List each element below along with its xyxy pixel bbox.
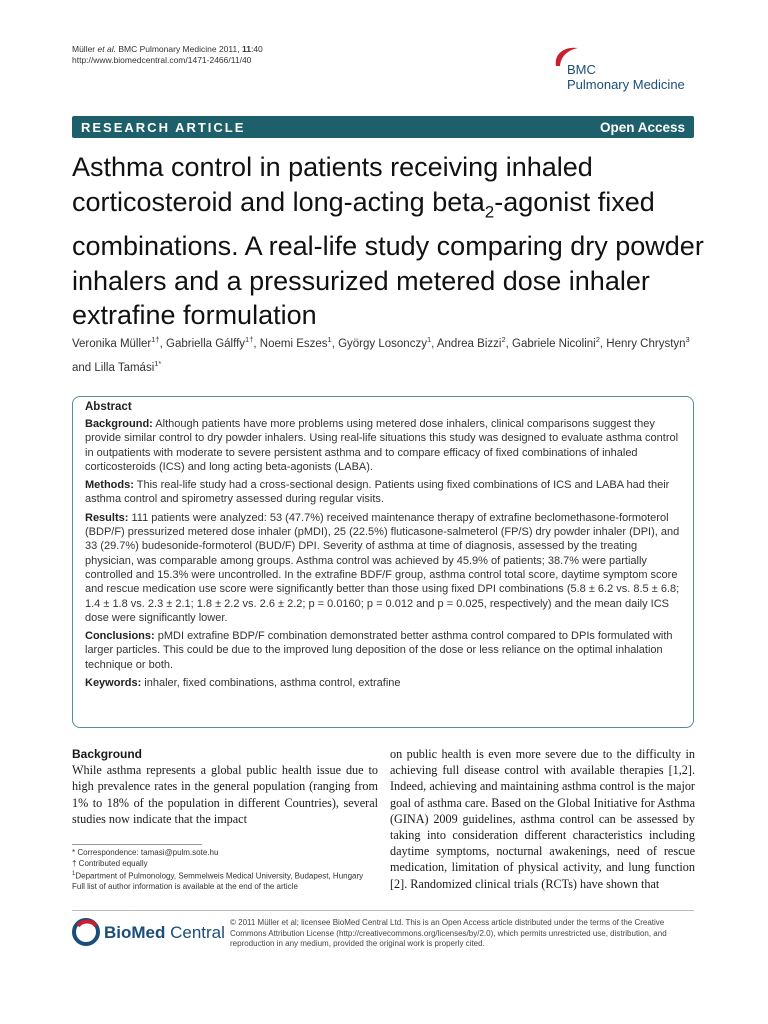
- author[interactable]: , Henry Chrystyn: [599, 337, 686, 350]
- footer-divider: [72, 910, 694, 911]
- article-type-banner: [72, 116, 694, 138]
- author[interactable]: Veronika Müller: [72, 337, 152, 350]
- abstract-background-text: Although patients have more problems using metered dose inhalers, clinical comparisons suggest they provide similar control to dry powder inhalers. Using real-life situations this study was designed to evaluate asthma control in outpatients with moderate to severe persistent asthma and to compare efficacy of fixed combinations of inhaled corticosteroids (ICS) and long acting beta-agonists (LABA).: [85, 418, 679, 473]
- wordmark-rest: Central: [165, 923, 225, 942]
- author-affil: 1†: [245, 335, 254, 344]
- author[interactable]: , Gabriella Gálffy: [159, 337, 246, 350]
- wordmark-bold: BioMed: [104, 923, 166, 942]
- citation-volume: 11: [241, 44, 251, 54]
- body-paragraph-left: While asthma represents a global public health issue due to high prevalence rates in the general population (ranging from 1% to 18% of the population in different Countries), several studies now indicate that the impact: [72, 763, 378, 826]
- abstract-heading: Abstract: [85, 401, 132, 413]
- open-access-label: Open Access: [599, 119, 685, 135]
- citation-url[interactable]: http://www.biomedcentral.com/1471-2466/11/40: [72, 55, 252, 65]
- author-affil: 1: [426, 335, 432, 344]
- affiliation-note: [72, 869, 378, 882]
- footnotes: [72, 844, 378, 893]
- abstract-conclusions: [85, 629, 683, 672]
- author[interactable]: , Noemi Eszes: [253, 337, 328, 350]
- author-affil: 1: [327, 335, 332, 344]
- correspondence-note[interactable]: * Correspondence: tamasi@pulm.sote.hu: [72, 848, 219, 857]
- author[interactable]: , Andrea Bizzi: [431, 337, 502, 350]
- more-info-note: Full list of author information is available at the end of the article: [72, 882, 298, 892]
- body-column-left: [72, 746, 378, 827]
- biomed-central-icon: [72, 918, 100, 946]
- author-list: [72, 330, 702, 378]
- body-paragraph-right: on public health is even more severe due to the difficulty in achieving full disease control with available therapies [1,2]. Indeed, achieving and maintaining asthma control is the major goal of asthma care. Based on the Global Initiative for Asthma (GINA) 2009 guidelines, asthma control can be assessed by taking into consideration different characteristics including daytime symptoms, nocturnal awakenings, need of rescue medication, limitation of physical activity, and lung function [2]. Randomized clinical trials (RCTs) have shown that: [390, 747, 695, 891]
- author[interactable]: and Lilla Tamási: [72, 361, 155, 374]
- journal-logo-line1: BMC: [567, 62, 596, 77]
- journal-logo-line2: Pulmonary Medicine: [567, 77, 685, 92]
- abstract-keywords: [85, 676, 683, 690]
- citation-pages: :40: [250, 44, 263, 54]
- abstract-conclusions-label: Conclusions:: [85, 630, 155, 643]
- license-text: © 2011 Müller et al; licensee BioMed Central Ltd. This is an Open Access article distributed under the terms of the Creative Commons Attribution License (http://creativecommons.org/licenses/by/2.0), which permits unrestricted use, distribution, and reproduction in any medium, provided the original work is properly cited.: [230, 918, 667, 948]
- title-subscript: 2: [484, 201, 495, 221]
- abstract-methods: [85, 478, 683, 507]
- author-affil: 1†: [151, 335, 160, 344]
- author[interactable]: , György Losonczy: [331, 337, 427, 350]
- citation-year: 2011,: [216, 44, 242, 54]
- abstract-conclusions-text: pMDI extrafine BDP/F combination demonstrated better asthma control compared to DPIs formulated with larger particles. This could be due to the improved lung deposition of the dose or less reliance on the optimal inhalation technique or both.: [85, 630, 673, 671]
- biomed-central-logo: [72, 918, 225, 948]
- body-column-right: [390, 746, 695, 892]
- article-title: [72, 150, 712, 333]
- affiliation-text: Department of Pulmonology, Semmelweis Medical University, Budapest, Hungary: [75, 871, 364, 881]
- abstract-methods-text: This real-life study had a cross-sectional design. Patients using fixed combinations of ICS and LABA had their asthma control and spirometry assessed during regular visits.: [85, 479, 670, 506]
- author-affil: 2: [595, 335, 600, 344]
- abstract-results-text: 111 patients were analyzed: 53 (47.7%) received maintenance therapy of extrafine beclomethasone-formoterol (BDP/F) pressurized metered dose inhaler (pMDI), 25 (22.5%) fluticasone-salmeterol (FP/S) dry powder inhaler (DPI), and 33 (29.7%) budesonide-formoterol (BUD/F) DPI. Severity of asthma at time of diagnosis, assessed by the treating physician, was comparable among groups. Asthma control was achieved by 45.9% of patients; 38.7% were partially controlled and 15.3% were uncontrolled. In the extrafine BDF/F group, asthma control total score, daytime symptom score and rescue medication use score were significantly better than those using fixed DPI combinations (5.8 ± 6.2 vs. 8.5 ± 6.8; 1.4 ± 1.8 vs. 2.3 ± 2.1; 1.8 ± 2.2 vs. 2.6 ± 2.2; p = 0.0160; p = 0.012 and p = 0.025, respectively) and the mean daily ICS dose were significantly lower.: [85, 511, 680, 624]
- citation: [72, 44, 263, 66]
- abstract-keywords-label: Keywords:: [85, 677, 142, 690]
- contributed-note: † Contributed equally: [72, 858, 148, 868]
- author-affil: 3: [685, 335, 690, 344]
- citation-et-al: et al.: [97, 44, 116, 54]
- abstract-results-label: Results:: [85, 511, 129, 524]
- footnote-rule: [72, 844, 202, 845]
- biomed-central-wordmark: [104, 923, 225, 943]
- abstract-box: [72, 396, 694, 728]
- citation-journal: BMC Pulmonary Medicine: [115, 44, 217, 54]
- citation-author: Müller: [72, 44, 98, 54]
- author-affil: 2: [501, 335, 506, 344]
- abstract-background-label: Background:: [85, 418, 153, 430]
- author[interactable]: , Gabriele Nicolini: [505, 337, 596, 350]
- author-affil: 1*: [154, 358, 162, 368]
- abstract-methods-label: Methods:: [85, 479, 134, 492]
- article-type-label: RESEARCH ARTICLE: [81, 119, 246, 135]
- title-part1: Asthma control in patients receiving inhaled corticosteroid and long-acting beta: [72, 152, 593, 217]
- abstract-results: [85, 511, 683, 625]
- affiliation-sup: 1: [72, 871, 76, 877]
- section-heading-background: Background: [72, 747, 143, 761]
- abstract-keywords-text: inhaler, fixed combinations, asthma control, extrafine: [141, 677, 401, 690]
- bmc-journal-logo: [552, 44, 702, 96]
- title-part2: -agonist fixed combinations. A real-life study comparing dry powder inhalers and a pressurized metered dose inhaler extrafine formulation: [72, 186, 704, 331]
- abstract-background: [85, 417, 683, 474]
